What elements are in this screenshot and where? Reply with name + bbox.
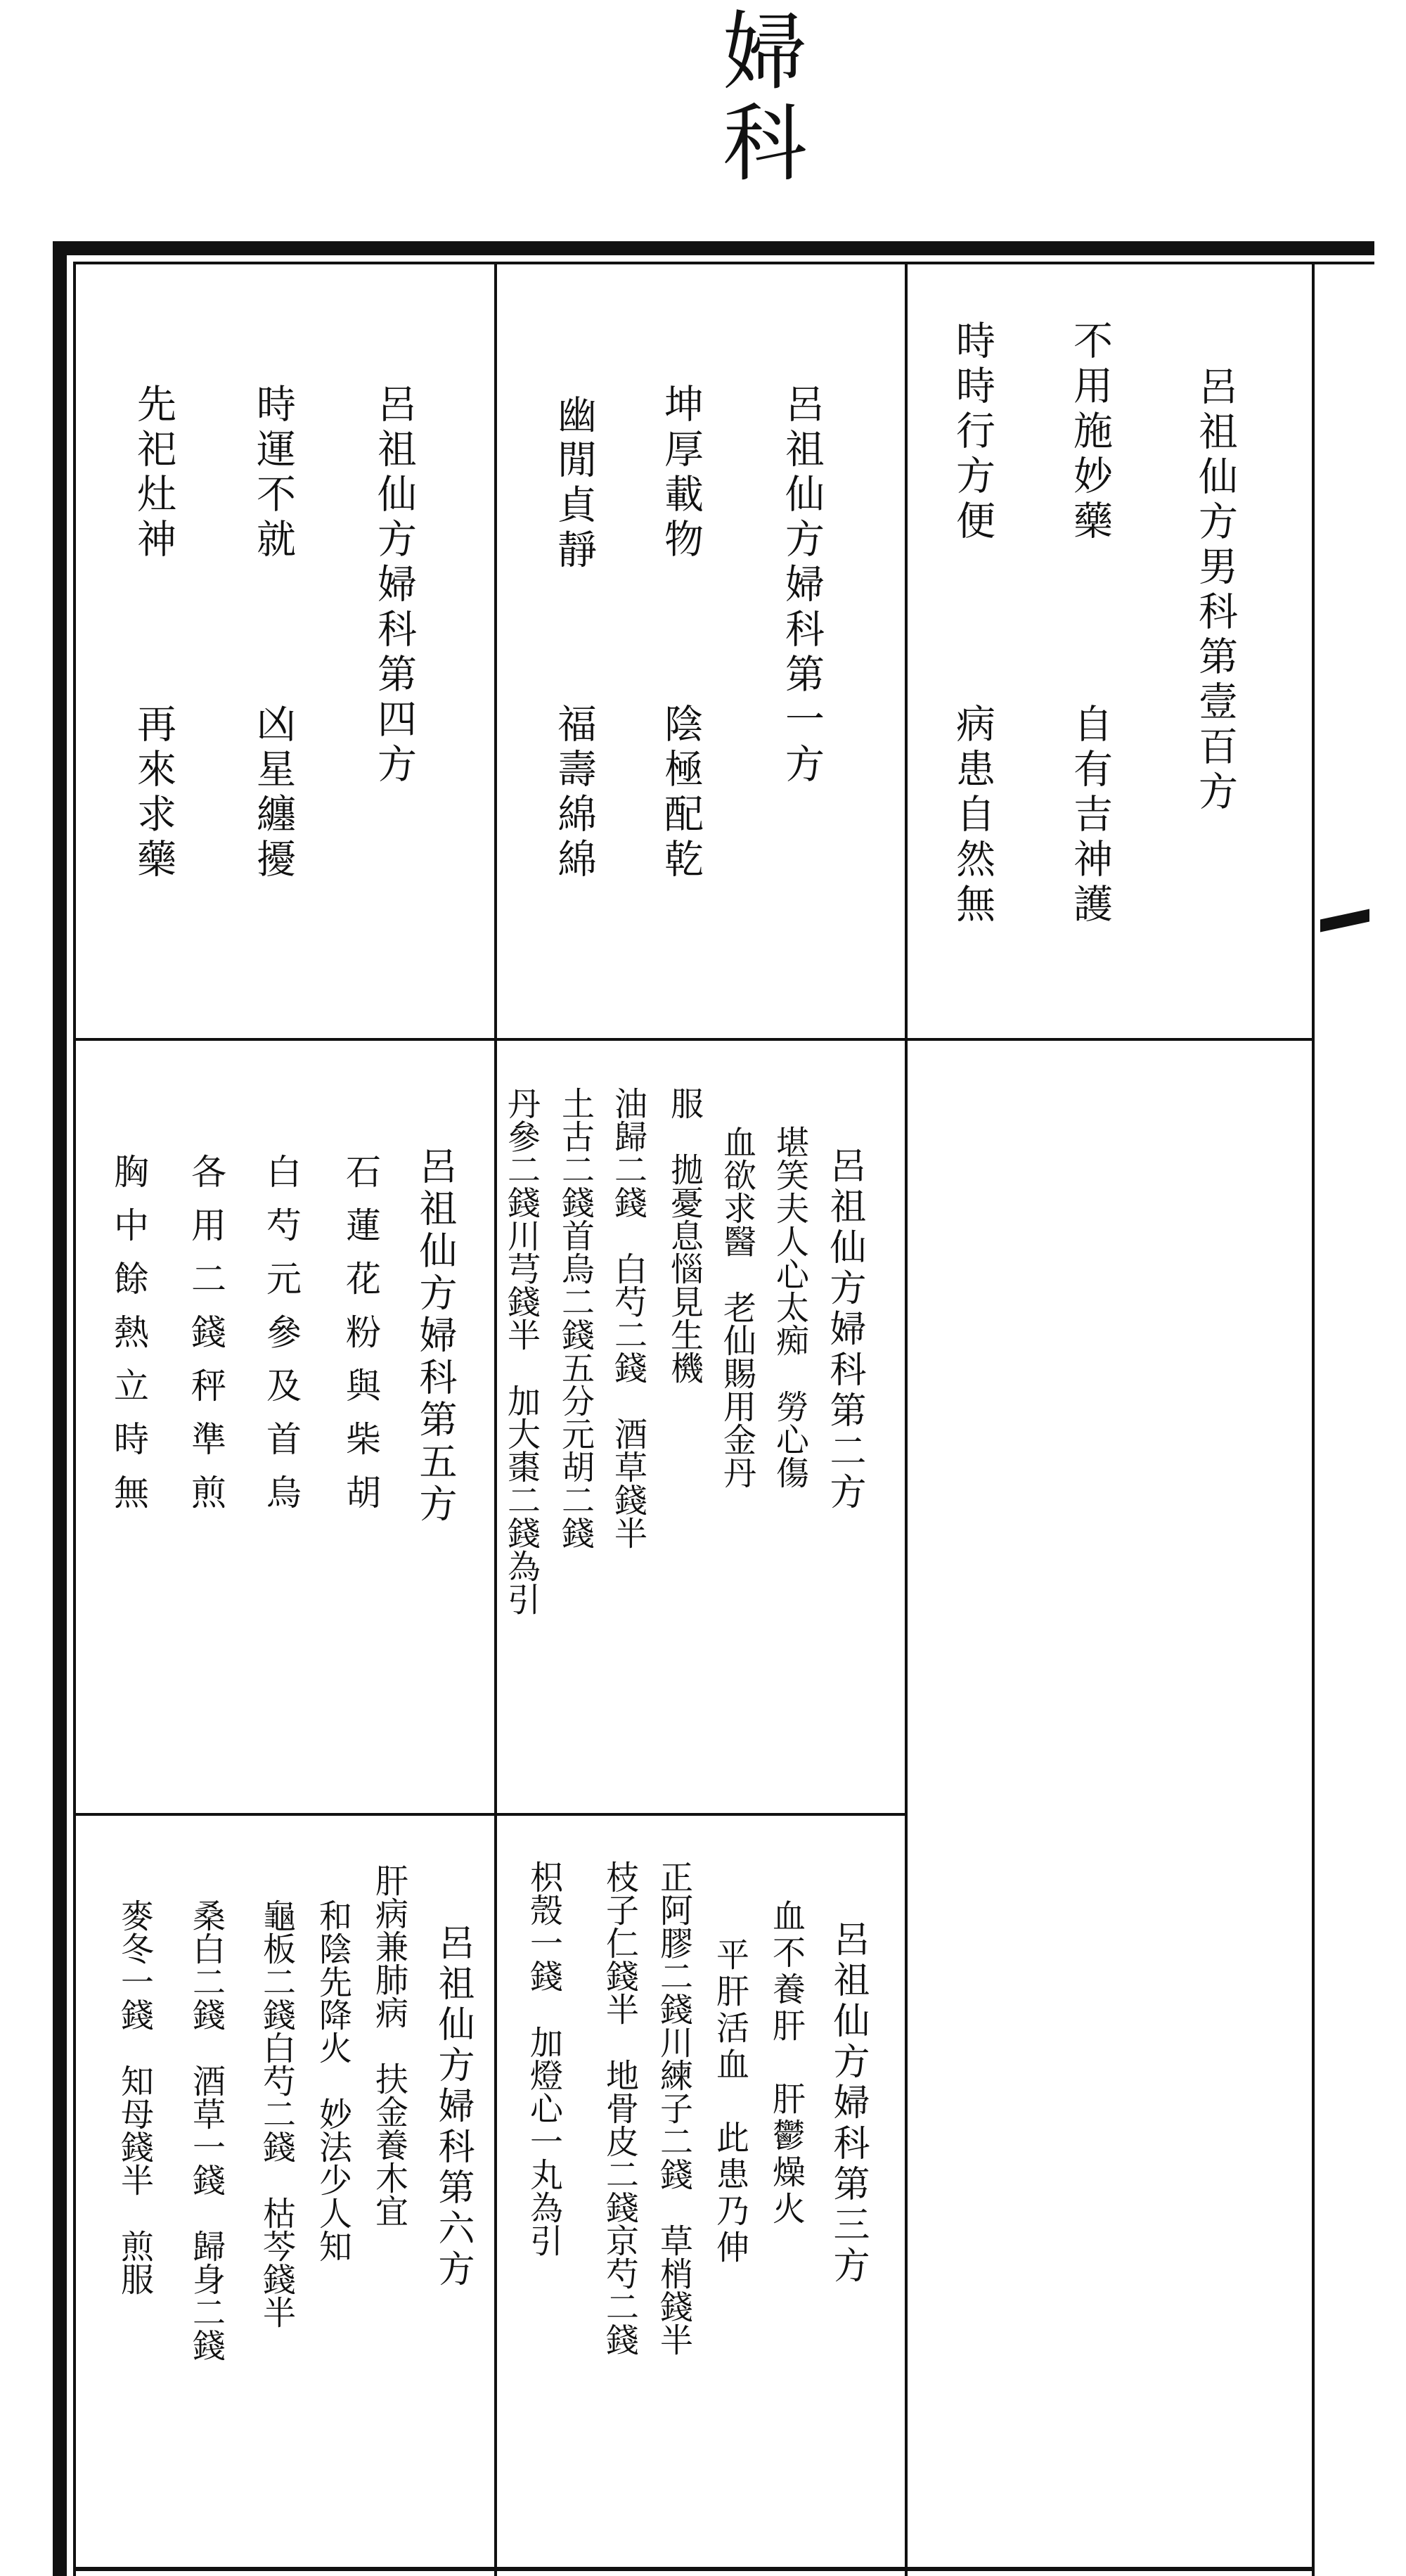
prescription-line: 肝病兼肺病 扶金養木宜 — [370, 1864, 408, 2227]
prescription-line: 枳殼一錢 加燈心一丸為引 — [524, 1860, 563, 2257]
panel-title: 呂祖仙方男科第壹百方 — [1192, 366, 1238, 816]
panel-title: 呂祖仙方婦科第二方 — [823, 1146, 865, 1513]
prescription-line: 血欲求醫 老仙賜用金丹 — [718, 1125, 756, 1489]
frame-left-inner-border — [73, 262, 76, 2576]
prescription-line: 油歸二錢 白芍二錢 酒草錢半 — [609, 1087, 647, 1549]
poem-line: 不用施妙藥 — [1067, 320, 1113, 545]
frame-left-border — [53, 241, 67, 2576]
panel-title: 呂祖仙方婦科第三方 — [827, 1920, 869, 2287]
row-divider-1 — [73, 1038, 1315, 1041]
poem-line: 先祀灶神 — [131, 383, 176, 563]
panel-title: 呂祖仙方婦科第一方 — [779, 383, 825, 788]
prescription-line: 和陰先降火 妙法少人知 — [314, 1899, 352, 2262]
poem-line: 再來求藥 — [131, 703, 176, 883]
frame-inner-top — [73, 262, 1374, 264]
frame-right-edge — [1312, 262, 1315, 2576]
poem-line: 陰極配乾 — [658, 703, 704, 883]
poem-line: 時運不就 — [250, 383, 296, 563]
panel-title: 呂祖仙方婦科第四方 — [371, 383, 417, 788]
panel-title: 呂祖仙方婦科第六方 — [432, 1923, 474, 2290]
edge-mark — [1320, 909, 1369, 933]
poem-line: 坤厚載物 — [658, 383, 704, 563]
column-divider-2 — [905, 262, 908, 2576]
poem-line: 各用二錢秤準煎 — [186, 1153, 226, 1527]
poem-line: 凶星纏擾 — [250, 703, 296, 883]
prescription-line: 龜板二錢白芍二錢 枯芩錢半 — [257, 1899, 296, 2328]
prescription-line: 堪笑夫人心太痴 勞心傷 — [770, 1125, 809, 1489]
panel-title: 呂祖仙方婦科第五方 — [413, 1146, 458, 1526]
prescription-line: 桑白二錢 酒草一錢 歸身二錢 — [187, 1899, 226, 2362]
poem-line: 幽閒貞靜 — [551, 394, 597, 574]
poem-line: 胸中餘熱立時無 — [108, 1153, 149, 1527]
prescription-line: 服 拋憂息惱見生機 — [665, 1087, 704, 1384]
prescription-line: 麥冬一錢 知母錢半 煎服 — [115, 1899, 154, 2295]
poem-line: 自有吉神護 — [1067, 703, 1113, 928]
page-title: 婦科 — [709, 7, 806, 190]
poem-line: 福壽綿綿 — [551, 703, 597, 883]
prescription-line: 枝子仁錢半 地骨皮二錢京芍二錢 — [600, 1860, 639, 2356]
prescription-line: 正阿膠二錢川練子二錢 草梢錢半 — [654, 1860, 693, 2356]
poem-line: 時時行方便 — [950, 320, 995, 545]
prescription-line: 血不養肝 肝鬱燥火 — [767, 1899, 806, 2228]
column-divider-1 — [494, 262, 497, 2576]
prescription-line: 丹參二錢川芎錢半 加大棗二錢為引 — [502, 1087, 541, 1615]
frame-bottom-border — [73, 2567, 1315, 2571]
poem-line: 病患自然無 — [950, 703, 995, 928]
frame-top-border — [53, 241, 1374, 255]
poem-line: 白芍元參及首烏 — [261, 1153, 302, 1527]
poem-line: 石蓮花粉與柴胡 — [340, 1153, 381, 1527]
prescription-line: 平肝活血 此患乃伸 — [711, 1937, 749, 2267]
row-divider-2 — [73, 1813, 907, 1816]
prescription-line: 土古二錢首烏二錢五分元胡二錢 — [556, 1087, 595, 1549]
